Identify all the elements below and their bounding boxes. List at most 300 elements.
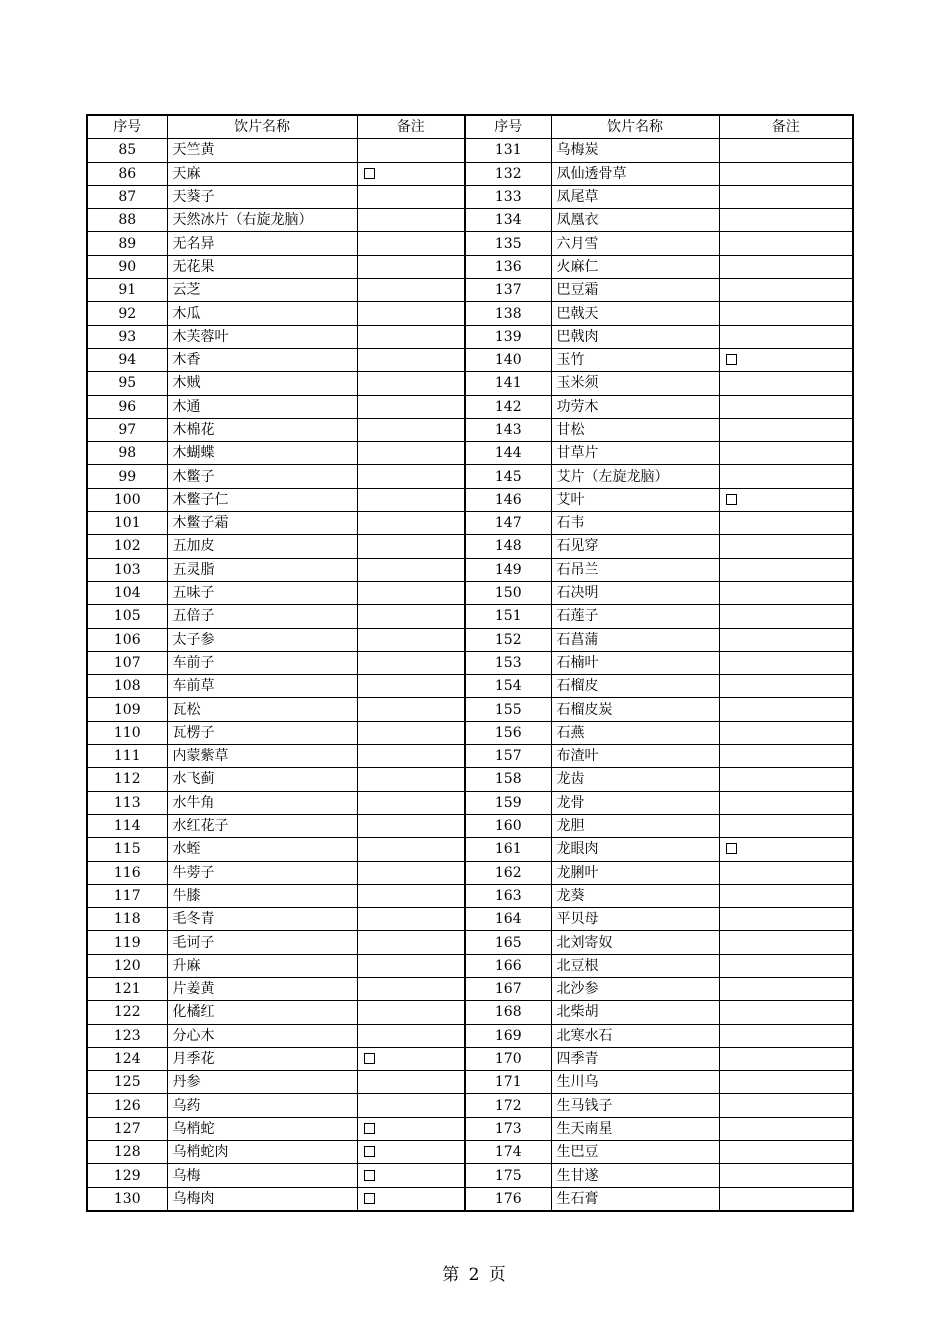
herb-name: 北刘寄奴: [551, 931, 719, 954]
note-cell: [357, 232, 465, 255]
note-cell: [719, 721, 853, 744]
note-cell: [719, 745, 853, 768]
herb-name: 甘草片: [551, 442, 719, 465]
row-number: 90: [87, 255, 167, 278]
note-cell: [357, 1094, 465, 1117]
table-row: [87, 628, 853, 651]
table-row: [87, 884, 853, 907]
note-cell: [357, 1117, 465, 1140]
table-row: [87, 745, 853, 768]
herb-name: 石韦: [551, 512, 719, 535]
table-row: [87, 698, 853, 721]
row-number: 86: [87, 162, 167, 185]
note-cell: [357, 1047, 465, 1070]
table-row: [87, 395, 853, 418]
row-number: 176: [465, 1187, 551, 1211]
herb-name: 无名异: [167, 232, 357, 255]
note-cell: [719, 442, 853, 465]
note-cell: [357, 488, 465, 511]
herb-name: 木蝴蝶: [167, 442, 357, 465]
herb-name: 太子参: [167, 628, 357, 651]
herb-name: 木鳖子霜: [167, 512, 357, 535]
note-cell: [357, 255, 465, 278]
herb-name: 瓦楞子: [167, 721, 357, 744]
note-cell: [357, 791, 465, 814]
herb-name: 四季青: [551, 1047, 719, 1070]
herb-name: 乌梢蛇肉: [167, 1141, 357, 1164]
table-row: [87, 348, 853, 371]
herb-name: 龙齿: [551, 768, 719, 791]
row-number: 119: [87, 931, 167, 954]
herb-name: 龙葵: [551, 884, 719, 907]
note-cell: [357, 908, 465, 931]
herb-name: 巴戟天: [551, 302, 719, 325]
row-number: 114: [87, 814, 167, 837]
table-row: [87, 488, 853, 511]
table-row: [87, 209, 853, 232]
row-number: 172: [465, 1094, 551, 1117]
note-cell: [357, 348, 465, 371]
herb-name: 丹参: [167, 1071, 357, 1094]
note-cell: [719, 628, 853, 651]
table-row: [87, 814, 853, 837]
row-number: 175: [465, 1164, 551, 1187]
note-cell: [357, 581, 465, 604]
herb-name: 木贼: [167, 372, 357, 395]
note-cell: [357, 535, 465, 558]
table-row: [87, 535, 853, 558]
note-cell: [357, 954, 465, 977]
table-row: [87, 931, 853, 954]
herb-name: 艾叶: [551, 488, 719, 511]
herb-name: 石榴皮: [551, 675, 719, 698]
herb-name: 无花果: [167, 255, 357, 278]
row-number: 113: [87, 791, 167, 814]
herb-name: 乌梢蛇: [167, 1117, 357, 1140]
table-row: [87, 512, 853, 535]
row-number: 109: [87, 698, 167, 721]
note-cell: [719, 512, 853, 535]
note-cell: [719, 139, 853, 162]
header-note-left: 备注: [357, 115, 465, 139]
herb-name: 车前草: [167, 675, 357, 698]
row-number: 130: [87, 1187, 167, 1211]
herb-name: 生天南星: [551, 1117, 719, 1140]
row-number: 105: [87, 605, 167, 628]
table-row: [87, 1001, 853, 1024]
herb-name: 六月雪: [551, 232, 719, 255]
herb-name: 五灵脂: [167, 558, 357, 581]
checkbox-square-icon: [364, 1170, 375, 1181]
herb-name: 平贝母: [551, 908, 719, 931]
row-number: 173: [465, 1117, 551, 1140]
herb-name: 牛蒡子: [167, 861, 357, 884]
note-cell: [357, 372, 465, 395]
row-number: 145: [465, 465, 551, 488]
row-number: 121: [87, 977, 167, 1000]
row-number: 163: [465, 884, 551, 907]
row-number: 141: [465, 372, 551, 395]
row-number: 156: [465, 721, 551, 744]
note-cell: [719, 1141, 853, 1164]
checkbox-square-icon: [364, 1123, 375, 1134]
note-cell: [719, 232, 853, 255]
row-number: 103: [87, 558, 167, 581]
row-number: 137: [465, 279, 551, 302]
note-cell: [719, 185, 853, 208]
note-cell: [357, 465, 465, 488]
herb-name: 天然冰片（右旋龙脑）: [167, 209, 357, 232]
note-cell: [357, 1141, 465, 1164]
page-number: 第 2 页: [442, 1265, 508, 1285]
row-number: 132: [465, 162, 551, 185]
herb-name: 木鳖子: [167, 465, 357, 488]
header-name-right: 饮片名称: [551, 115, 719, 139]
row-number: 97: [87, 418, 167, 441]
herb-name: 天葵子: [167, 185, 357, 208]
row-number: 88: [87, 209, 167, 232]
herb-name: 龙胆: [551, 814, 719, 837]
checkbox-square-icon: [726, 494, 737, 505]
table-row: [87, 1094, 853, 1117]
row-number: 124: [87, 1047, 167, 1070]
herb-name: 生巴豆: [551, 1141, 719, 1164]
row-number: 142: [465, 395, 551, 418]
note-cell: [357, 768, 465, 791]
table-row: [87, 325, 853, 348]
note-cell: [357, 745, 465, 768]
row-number: 150: [465, 581, 551, 604]
herb-name: 石见穿: [551, 535, 719, 558]
herb-name: 凤凰衣: [551, 209, 719, 232]
note-cell: [719, 1094, 853, 1117]
row-number: 125: [87, 1071, 167, 1094]
table-row: [87, 232, 853, 255]
note-cell: [719, 325, 853, 348]
row-number: 159: [465, 791, 551, 814]
note-cell: [719, 651, 853, 674]
note-cell: [719, 675, 853, 698]
row-number: 99: [87, 465, 167, 488]
note-cell: [357, 931, 465, 954]
note-cell: [719, 209, 853, 232]
herb-name: 火麻仁: [551, 255, 719, 278]
note-cell: [357, 838, 465, 861]
row-number: 94: [87, 348, 167, 371]
herb-name: 玉米须: [551, 372, 719, 395]
row-number: 96: [87, 395, 167, 418]
note-cell: [719, 931, 853, 954]
table-row: [87, 581, 853, 604]
herb-name: 石菖蒲: [551, 628, 719, 651]
note-cell: [719, 1164, 853, 1187]
row-number: 149: [465, 558, 551, 581]
table-row: [87, 908, 853, 931]
herb-name: 生川乌: [551, 1071, 719, 1094]
row-number: 168: [465, 1001, 551, 1024]
row-number: 89: [87, 232, 167, 255]
table-row: [87, 651, 853, 674]
table-row: [87, 838, 853, 861]
herb-name: 木通: [167, 395, 357, 418]
herb-name: 北沙参: [551, 977, 719, 1000]
note-cell: [719, 418, 853, 441]
note-cell: [357, 861, 465, 884]
table-row: [87, 372, 853, 395]
note-cell: [357, 1001, 465, 1024]
note-cell: [719, 768, 853, 791]
row-number: 102: [87, 535, 167, 558]
note-cell: [719, 348, 853, 371]
table-row: [87, 558, 853, 581]
checkbox-square-icon: [364, 1193, 375, 1204]
row-number: 112: [87, 768, 167, 791]
row-number: 126: [87, 1094, 167, 1117]
row-number: 122: [87, 1001, 167, 1024]
row-number: 116: [87, 861, 167, 884]
herb-name: 五倍子: [167, 605, 357, 628]
checkbox-square-icon: [364, 168, 375, 179]
note-cell: [719, 488, 853, 511]
checkbox-square-icon: [364, 1146, 375, 1157]
herb-name: 毛冬青: [167, 908, 357, 931]
note-cell: [357, 558, 465, 581]
note-cell: [719, 372, 853, 395]
herb-name: 木香: [167, 348, 357, 371]
row-number: 174: [465, 1141, 551, 1164]
row-number: 108: [87, 675, 167, 698]
note-cell: [719, 162, 853, 185]
checkbox-square-icon: [364, 1053, 375, 1064]
herb-name: 毛诃子: [167, 931, 357, 954]
note-cell: [357, 628, 465, 651]
herb-name: 甘松: [551, 418, 719, 441]
row-number: 171: [465, 1071, 551, 1094]
row-number: 92: [87, 302, 167, 325]
table-row: [87, 442, 853, 465]
herb-name: 生石膏: [551, 1187, 719, 1211]
herb-name: 乌梅炭: [551, 139, 719, 162]
herb-name: 水红花子: [167, 814, 357, 837]
note-cell: [719, 977, 853, 1000]
note-cell: [357, 1071, 465, 1094]
note-cell: [357, 651, 465, 674]
note-cell: [719, 1001, 853, 1024]
header-note-right: 备注: [719, 115, 853, 139]
note-cell: [357, 395, 465, 418]
row-number: 129: [87, 1164, 167, 1187]
herb-list-table: [86, 114, 854, 1212]
herb-name: 水牛角: [167, 791, 357, 814]
row-number: 138: [465, 302, 551, 325]
note-cell: [719, 1024, 853, 1047]
table-row: [87, 465, 853, 488]
table-row: [87, 139, 853, 162]
table-row: [87, 279, 853, 302]
row-number: 110: [87, 721, 167, 744]
note-cell: [357, 675, 465, 698]
row-number: 128: [87, 1141, 167, 1164]
table-row: [87, 977, 853, 1000]
row-number: 131: [465, 139, 551, 162]
row-number: 144: [465, 442, 551, 465]
table-row: [87, 861, 853, 884]
herb-name: 牛膝: [167, 884, 357, 907]
note-cell: [719, 884, 853, 907]
herb-name: 生马钱子: [551, 1094, 719, 1117]
table-row: [87, 1024, 853, 1047]
row-number: 123: [87, 1024, 167, 1047]
herb-name: 五味子: [167, 581, 357, 604]
herb-name: 天竺黄: [167, 139, 357, 162]
herb-name: 北寒水石: [551, 1024, 719, 1047]
herb-name: 龙脷叶: [551, 861, 719, 884]
row-number: 158: [465, 768, 551, 791]
row-number: 165: [465, 931, 551, 954]
row-number: 133: [465, 185, 551, 208]
note-cell: [719, 838, 853, 861]
herb-name: 玉竹: [551, 348, 719, 371]
note-cell: [719, 1047, 853, 1070]
note-cell: [357, 418, 465, 441]
row-number: 153: [465, 651, 551, 674]
row-number: 169: [465, 1024, 551, 1047]
note-cell: [719, 535, 853, 558]
row-number: 98: [87, 442, 167, 465]
note-cell: [357, 185, 465, 208]
table-row: [87, 1164, 853, 1187]
row-number: 162: [465, 861, 551, 884]
row-number: 154: [465, 675, 551, 698]
herb-name: 水蛭: [167, 838, 357, 861]
note-cell: [357, 209, 465, 232]
row-number: 164: [465, 908, 551, 931]
herb-name: 龙眼肉: [551, 838, 719, 861]
row-number: 135: [465, 232, 551, 255]
herb-name: 内蒙紫草: [167, 745, 357, 768]
herb-name: 布渣叶: [551, 745, 719, 768]
note-cell: [719, 814, 853, 837]
table-row: [87, 1047, 853, 1070]
herb-name: 片姜黄: [167, 977, 357, 1000]
note-cell: [357, 605, 465, 628]
note-cell: [357, 1164, 465, 1187]
row-number: 93: [87, 325, 167, 348]
row-number: 100: [87, 488, 167, 511]
herb-name: 乌药: [167, 1094, 357, 1117]
table-row: [87, 605, 853, 628]
herb-name: 石燕: [551, 721, 719, 744]
note-cell: [719, 465, 853, 488]
note-cell: [719, 861, 853, 884]
row-number: 161: [465, 838, 551, 861]
row-number: 127: [87, 1117, 167, 1140]
row-number: 115: [87, 838, 167, 861]
herb-name: 瓦松: [167, 698, 357, 721]
row-number: 106: [87, 628, 167, 651]
row-number: 91: [87, 279, 167, 302]
herb-name: 石楠叶: [551, 651, 719, 674]
herb-name: 巴豆霜: [551, 279, 719, 302]
note-cell: [719, 558, 853, 581]
row-number: 155: [465, 698, 551, 721]
note-cell: [719, 908, 853, 931]
herb-name: 五加皮: [167, 535, 357, 558]
herb-name: 分心木: [167, 1024, 357, 1047]
note-cell: [357, 884, 465, 907]
herb-name: 乌梅: [167, 1164, 357, 1187]
row-number: 117: [87, 884, 167, 907]
note-cell: [357, 814, 465, 837]
note-cell: [357, 442, 465, 465]
row-number: 151: [465, 605, 551, 628]
table-row: [87, 1071, 853, 1094]
table-row: [87, 1117, 853, 1140]
note-cell: [357, 977, 465, 1000]
note-cell: [357, 325, 465, 348]
herb-name: 凤仙透骨草: [551, 162, 719, 185]
herb-name: 龙骨: [551, 791, 719, 814]
checkbox-square-icon: [726, 843, 737, 854]
note-cell: [719, 302, 853, 325]
herb-name: 石吊兰: [551, 558, 719, 581]
row-number: 136: [465, 255, 551, 278]
header-no-right: 序号: [465, 115, 551, 139]
herb-name: 石决明: [551, 581, 719, 604]
row-number: 160: [465, 814, 551, 837]
row-number: 152: [465, 628, 551, 651]
note-cell: [357, 139, 465, 162]
herb-name: 北豆根: [551, 954, 719, 977]
herb-name: 化橘红: [167, 1001, 357, 1024]
row-number: 107: [87, 651, 167, 674]
note-cell: [357, 1187, 465, 1211]
table-row: [87, 675, 853, 698]
note-cell: [719, 791, 853, 814]
table-row: [87, 302, 853, 325]
row-number: 101: [87, 512, 167, 535]
table-row: [87, 791, 853, 814]
herb-name: 天麻: [167, 162, 357, 185]
herb-name: 石榴皮炭: [551, 698, 719, 721]
note-cell: [719, 954, 853, 977]
row-number: 134: [465, 209, 551, 232]
herb-name: 水飞蓟: [167, 768, 357, 791]
note-cell: [719, 279, 853, 302]
row-number: 120: [87, 954, 167, 977]
row-number: 147: [465, 512, 551, 535]
table-row: [87, 768, 853, 791]
note-cell: [719, 1187, 853, 1211]
herb-name: 石莲子: [551, 605, 719, 628]
row-number: 85: [87, 139, 167, 162]
table-row: [87, 255, 853, 278]
table-row: [87, 954, 853, 977]
herb-name: 木棉花: [167, 418, 357, 441]
note-cell: [719, 1117, 853, 1140]
row-number: 167: [465, 977, 551, 1000]
herb-name: 乌梅肉: [167, 1187, 357, 1211]
row-number: 143: [465, 418, 551, 441]
header-name-left: 饮片名称: [167, 115, 357, 139]
row-number: 111: [87, 745, 167, 768]
herb-name: 艾片（左旋龙脑）: [551, 465, 719, 488]
note-cell: [719, 395, 853, 418]
row-number: 104: [87, 581, 167, 604]
note-cell: [719, 581, 853, 604]
row-number: 157: [465, 745, 551, 768]
note-cell: [357, 512, 465, 535]
